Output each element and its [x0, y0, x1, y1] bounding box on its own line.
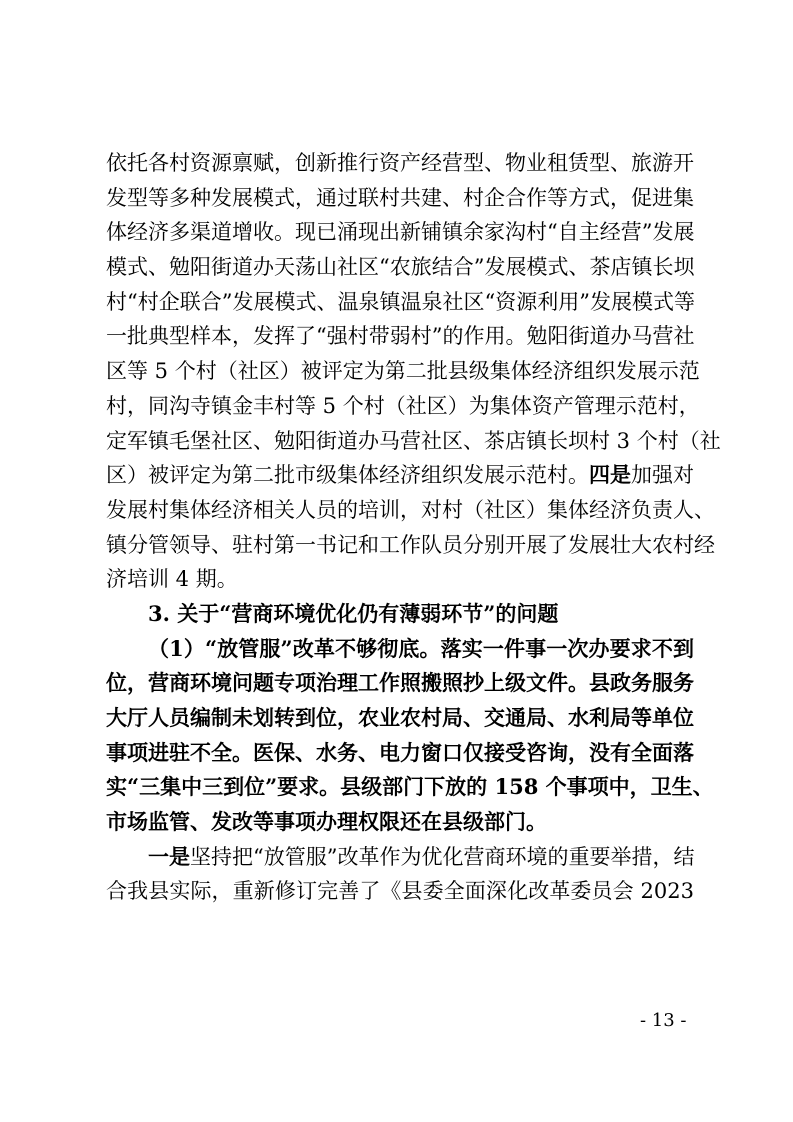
text-line: 市场监管、发改等事项办理权限还在县级部门。 — [106, 809, 547, 835]
page-number: - 13 - — [640, 1010, 687, 1031]
emphasis-text: 一是 — [148, 843, 190, 869]
text-line: 实“三集中三到位”要求。县级部门下放的 158 个事项中，卫生、 — [106, 774, 714, 800]
text-line: 村“村企联合”发展模式、温泉镇温泉社区“资源利用”发展模式等 — [106, 289, 695, 314]
text-line: 济培训 4 期。 — [106, 567, 238, 592]
text-line: 发型等多种发展模式，通过联村共建、村企合作等方式，促进集 — [106, 185, 694, 210]
text-span: 坚持把“放管服”改革作为优化营商环境的重要举措，结 — [190, 844, 695, 869]
text-line: 事项进驻不全。医保、水务、电力窗口仅接受咨询，没有全面落 — [106, 739, 694, 765]
emphasis-text: 四是 — [589, 462, 631, 488]
text-line: 大厅人员编制未划转到位，农业农村局、交通局、水利局等单位 — [106, 705, 694, 730]
text-line: 村，同沟寺镇金丰村等 5 个村（社区）为集体资产管理示范村， — [106, 393, 700, 418]
text-line: 定军镇毛堡社区、勉阳街道办马营社区、茶店镇长坝村 3 个村（社 — [106, 428, 721, 453]
paragraph-3 — [106, 840, 694, 909]
text-line — [106, 458, 694, 493]
text-span: 加强对 — [631, 463, 694, 488]
document-body — [106, 146, 721, 909]
section-heading: 3. 关于“营商环境优化仍有薄弱环节”的问题 — [148, 600, 559, 626]
text-line: 区等 5 个村（社区）被评定为第二批县级集体经济组织发展示范 — [106, 359, 700, 384]
paragraph-2 — [106, 632, 714, 840]
text-line: 体经济多渠道增收。现已涌现出新铺镇余家沟村“自主经营”发展 — [106, 220, 695, 245]
text-line: 模式、勉阳街道办天荡山社区“农旅结合”发展模式、茶店镇长坝 — [106, 255, 695, 280]
text-line — [106, 840, 694, 875]
text-line: 位，营商环境问题专项治理工作照搬照抄上级文件。县政务服务 — [106, 670, 694, 696]
paragraph-1 — [106, 146, 721, 597]
text-line: 依托各村资源禀赋，创新推行资产经营型、物业租赁型、旅游开 — [106, 151, 694, 175]
text-line: 合我县实际，重新修订完善了《县委全面深化改革委员会 2023 — [106, 879, 694, 904]
text-line: （1）“放管服”改革不够彻底。落实一件事一次办要求不到 — [148, 635, 694, 661]
text-line: 发展村集体经济相关人员的培训，对村（社区）集体经济负责人、 — [106, 497, 715, 522]
text-line: 一批典型样本，发挥了“强村带弱村”的作用。勉阳街道办马营社 — [106, 324, 695, 349]
text-span: 区）被评定为第二批市级集体经济组织发展示范村。 — [106, 463, 589, 488]
text-line: 镇分管领导、驻村第一书记和工作队员分别开展了发展壮大农村经 — [106, 532, 715, 557]
